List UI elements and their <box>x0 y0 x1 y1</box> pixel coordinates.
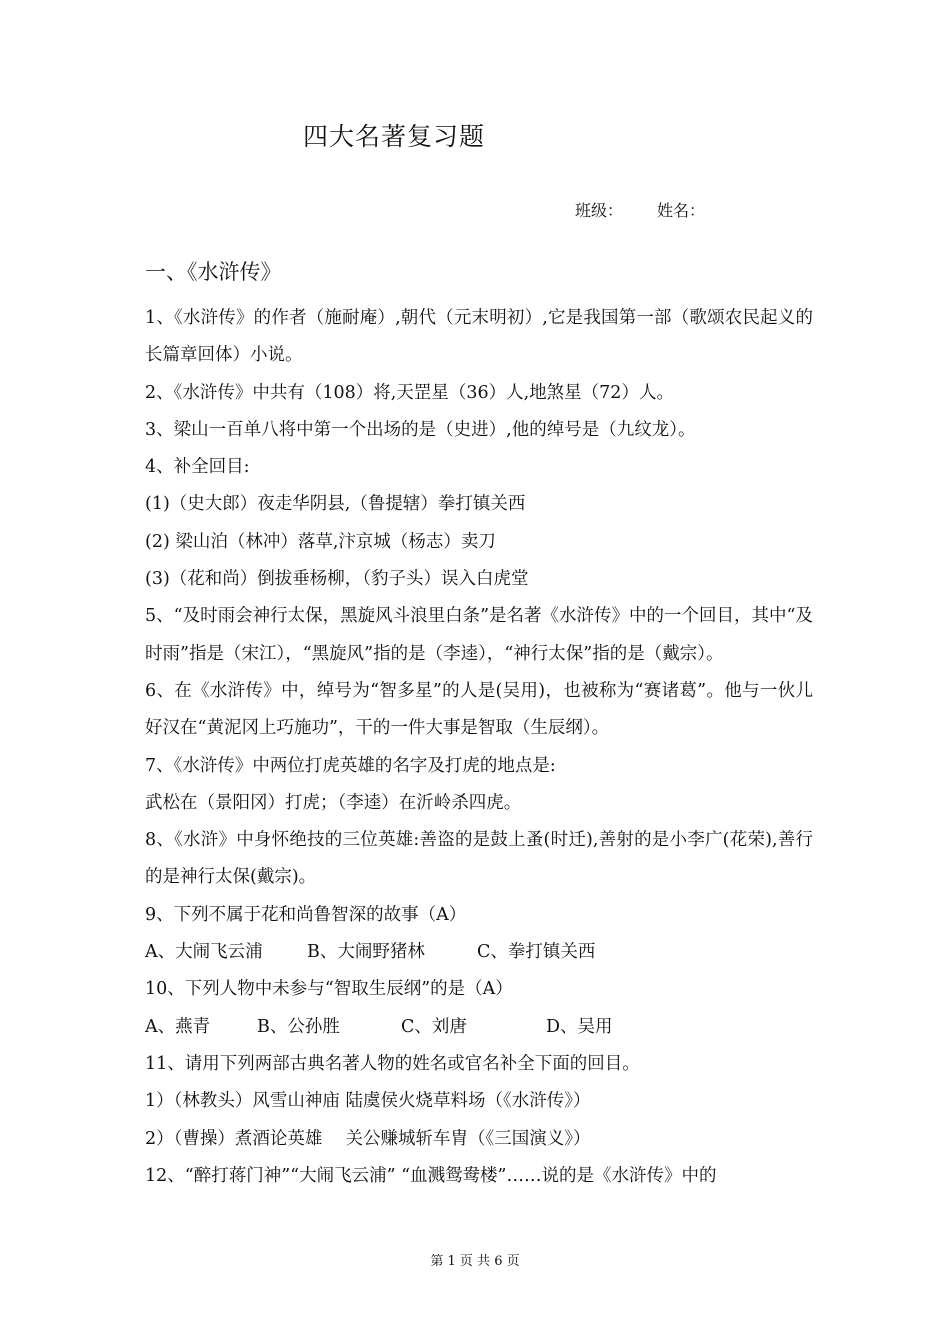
question-line: 3、梁山一百单八将中第一个出场的是（史进）,他的绰号是（九纹龙）。 <box>145 419 696 440</box>
question-line: 6、在《水浒传》中，绰号为“智多星”的人是(吴用)，也被称为“赛诸葛”。他与一伙儿好汉在“黄泥冈上巧施功”，干的一件大事是智取（生辰纲）。 <box>145 680 813 739</box>
question-line: 10、下列人物中未参与“智取生辰纲”的是（A） <box>145 979 513 1000</box>
question-line: 2、《水浒传》中共有（108）将,天罡星（36）人,地煞星（72）人。 <box>145 382 674 403</box>
student-info-line <box>575 198 739 221</box>
option-text: A、燕青 <box>145 1016 211 1037</box>
question-body <box>145 300 813 1195</box>
question-line: 4、补全回目: <box>145 457 250 478</box>
question-line: 1、《水浒传》的作者（施耐庵）,朝代（元末明初）,它是我国第一部（歌颂农民起义的长篇章回体）小说。 <box>145 308 813 366</box>
name-label: 姓名： <box>657 201 706 220</box>
question-line: 12、“醉打蒋门神”“大闹飞云浦” “血溅鸳鸯楼”……说的是《水浒传》中的 <box>145 1165 717 1186</box>
question-line: 7、《水浒传》中两位打虎英雄的名字及打虎的地点是: <box>145 755 556 776</box>
page-title: 四大名著复习题 <box>303 122 486 151</box>
question-line: (3)（花和尚）倒拔垂杨柳，（豹子头）误入白虎堂 <box>145 569 529 590</box>
question-line: 1）（林教头）风雪山神庙 陆虞侯火烧草料场（《水浒传》） <box>145 1091 591 1112</box>
question-line: 9、下列不属于花和尚鲁智深的故事（A） <box>145 904 467 925</box>
page-footer: 第 1 页 共 6 页 <box>430 1254 520 1269</box>
question-line: 武松在（景阳冈）打虎；（李逵）在沂岭杀四虎。 <box>145 792 522 813</box>
option-text: C、刘唐 <box>401 1016 467 1037</box>
q10-options <box>145 1009 813 1046</box>
question-line: 8、《水浒》中身怀绝技的三位英雄:善盗的是鼓上蚤(时迁),善射的是小李广(花荣),善行的是神行太保(戴宗)。 <box>145 830 813 888</box>
q9-options <box>145 934 813 971</box>
option-text: A、大闹飞云浦 <box>145 942 263 963</box>
question-line: 2）（曹操）煮酒论英雄 关公赚城斩车胄（《三国演义》） <box>145 1128 591 1149</box>
option-text: B、大闹野猪林 <box>307 942 425 963</box>
option-text: D、吴用 <box>546 1016 613 1037</box>
option-text: B、公孙胜 <box>257 1016 340 1037</box>
class-label: 班级： <box>575 201 624 220</box>
option-text: C、拳打镇关西 <box>477 942 596 963</box>
question-line: 11、请用下列两部古典名著人物的姓名或官名补全下面的回目。 <box>145 1053 640 1074</box>
question-line: (1)（史大郎）夜走华阴县,（鲁提辖）拳打镇关西 <box>145 494 526 515</box>
section-heading: 一、《水浒传》 <box>145 260 282 284</box>
question-line: (2) 梁山泊（林冲）落草,汴京城（杨志）卖刀 <box>145 531 496 552</box>
question-line: 5、“及时雨会神行太保，黑旋风斗浪里白条”是名著《水浒传》中的一个回目，其中“及时雨”指是（宋江），“黑旋风”指的是（李逵），“神行太保”指的是（戴宗）。 <box>145 606 813 664</box>
